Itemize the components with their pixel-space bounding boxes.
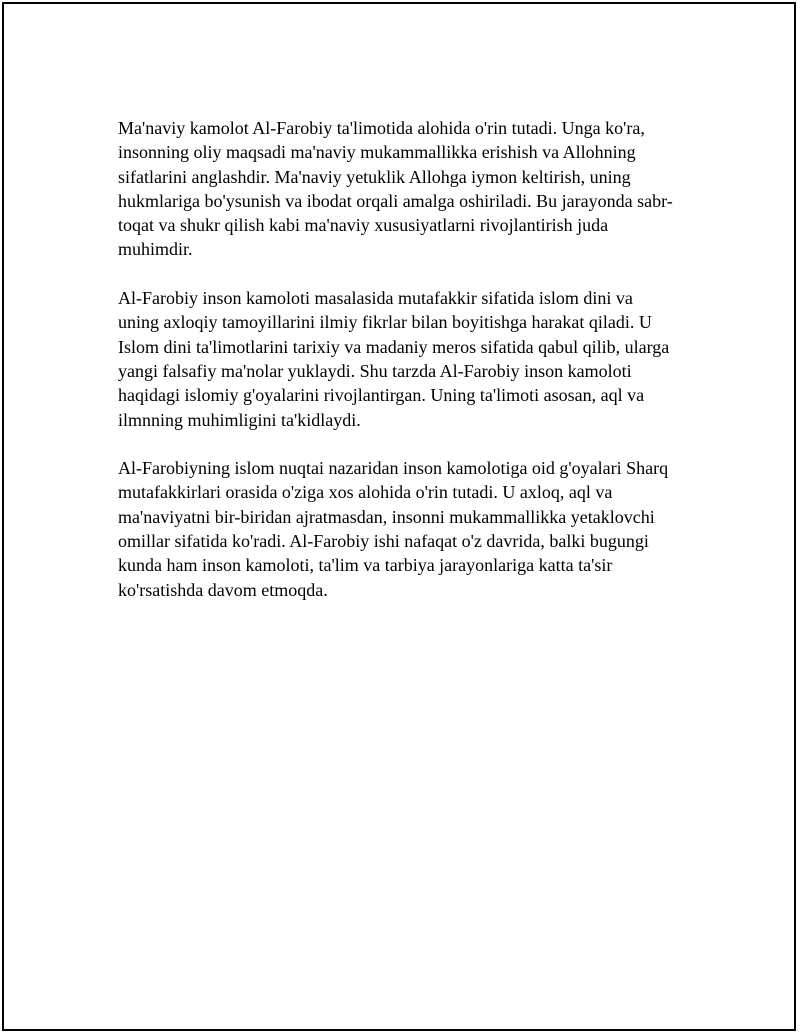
paragraph-2: Al-Farobiy inson kamoloti masalasida mutafakkir sifatida islom dini va uning axloqiy tamoyillarini ilmiy fikrlar bilan boyitishga harakat qiladi. U Islom dini ta'limotlarini tarixiy va madaniy meros sifatida qabul qilib, ularga yangi falsafiy ma'nolar yuklaydi. Shu tarzda Al-Farobiy inson kamoloti haqidagi islomiy g'oyalarini rivojlantirgan. Uning ta'limoti asosan, aql va ilmnning muhimligini ta'kidlaydi. xyxy=(118,288,670,430)
paragraph-3: Al-Farobiyning islom nuqtai nazaridan inson kamolotiga oid g'oyalari Sharq mutafakkirlari orasida o'ziga xos alohida o'rin tutadi. U axloq, aql va ma'naviyatni bir-biridan ajratmasdan, insonni mukammallikka yetaklovchi omillar sifatida ko'radi. Al-Farobiy ishi nafaqat o'z davrida, balki bugungi kunda ham inson kamoloti, ta'lim va tarbiya jarayonlariga katta ta'sir ko'rsatishda davom etmoqda. xyxy=(118,458,669,600)
paragraph-1: Ma'naviy kamolot Al-Farobiy ta'limotida alohida o'rin tutadi. Unga ko'ra, insonning oliy maqsadi ma'naviy mukammallikka erishish va Allohning sifatlarini anglashdir. Ma'naviy yetuklik Allohga iymon keltirish, uning hukmlariga bo'ysunish va ibodat orqali amalga oshiriladi. Bu jarayonda sabr- toqat va shukr qilish kabi ma'naviy xususiyatlarni rivojlantirish juda muhimdir. xyxy=(118,118,673,260)
document-body xyxy=(118,116,693,626)
